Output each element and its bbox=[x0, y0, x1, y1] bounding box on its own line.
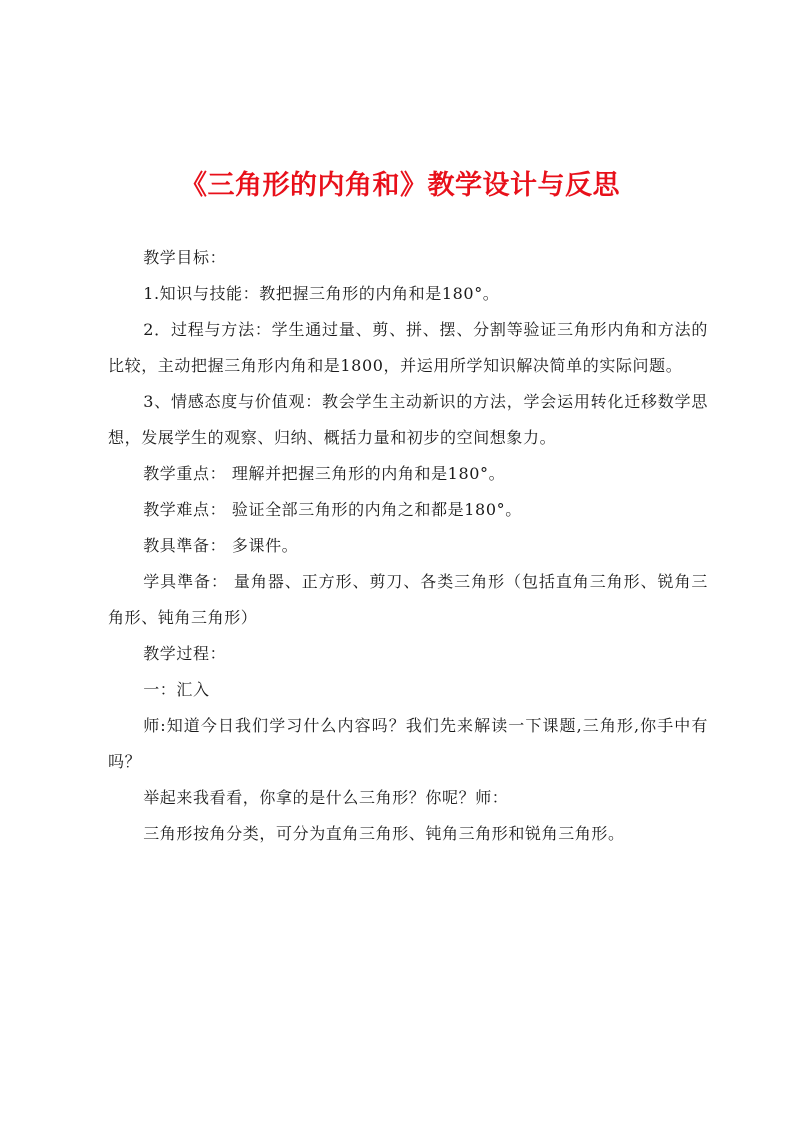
document-body bbox=[108, 240, 708, 852]
paragraph-raise-triangle: 举起来我看看，你拿的是什么三角形？你呢？师： bbox=[143, 788, 509, 807]
paragraph-introduction: 一：汇入 bbox=[143, 680, 210, 699]
document-title: 《三角形的内角和》教学设计与反思 bbox=[180, 170, 620, 201]
paragraph-process-method: 2．过程与方法：学生通过量、剪、拼、摆、分割等验证三角形内角和方法的比较，主动把握三角形内角和是1800，并运用所学知识解决简单的实际问题。 bbox=[108, 320, 708, 375]
paragraph-key-point: 教学重点： 理解并把握三角形的内角和是180°。 bbox=[143, 464, 506, 483]
paragraph-teaching-goals: 教学目标： bbox=[143, 248, 227, 267]
paragraph-classification: 三角形按角分类，可分为直角三角形、钝角三角形和锐角三角形。 bbox=[143, 824, 625, 843]
paragraph-learning-aids: 学具準备： 量角器、正方形、剪刀、各类三角形（包括直角三角形、锐角三角形、钝角三角形） bbox=[108, 572, 708, 627]
paragraph-knowledge-skills: 1.知识与技能：教把握三角形的内角和是180°。 bbox=[143, 284, 500, 303]
paragraph-teaching-aids: 教具準备： 多课件。 bbox=[143, 536, 299, 555]
paragraph-difficult-point: 教学难点： 验证全部三角形的内角之和都是180°。 bbox=[143, 500, 522, 519]
paragraph-emotion-values: 3、情感态度与价值观：教会学生主动新识的方法，学会运用转化迁移数学思想，发展学生的观察、归纳、概括力量和初步的空间想象力。 bbox=[108, 392, 708, 447]
paragraph-teacher-question: 师:知道今日我们学习什么内容吗？我们先来解读一下课题,三角形,你手中有吗？ bbox=[108, 716, 708, 771]
paragraph-teaching-process: 教学过程： bbox=[143, 644, 227, 663]
